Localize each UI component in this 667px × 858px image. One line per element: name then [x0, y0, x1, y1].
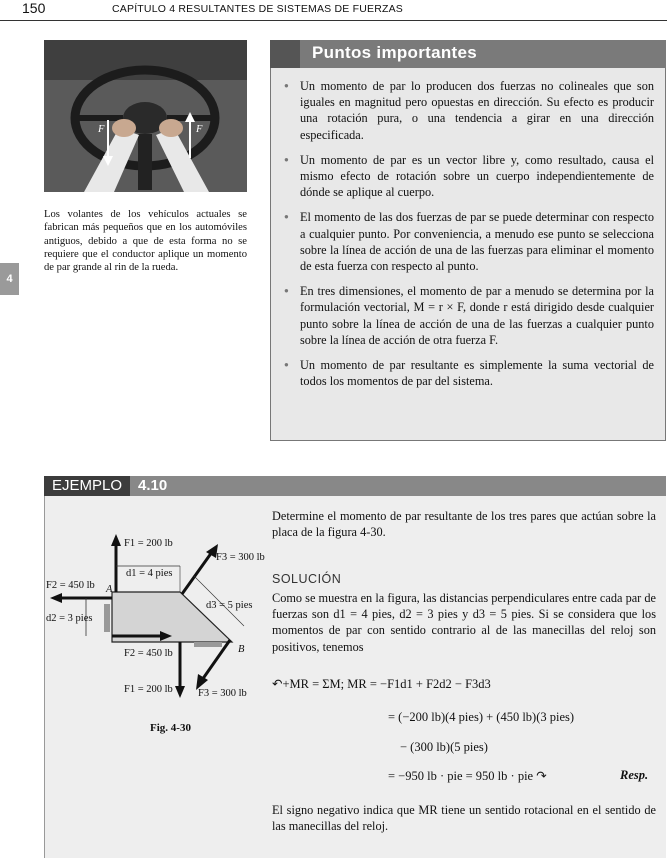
- chapter-tab: 4: [0, 263, 19, 295]
- key-point: ● Un momento de par lo producen dos fuerzas no colineales que son iguales en magnitud pero opuestas en dirección. Su efecto es producir una rotación pura, o una tendencia a girar en una dirección especificada.: [284, 78, 654, 143]
- key-points-header: [270, 40, 666, 68]
- key-point: ● Un momento de par resultante es simplemente la suma vectorial de todos los momentos de par del sistema.: [284, 357, 654, 389]
- equation-1: ↶+MR = ΣM; MR = −F1d1 + F2d2 − F3d3: [272, 677, 491, 691]
- photo-caption: Los volantes de los vehículos actuales se fabrican más pequeños que en los automóviles antiguos, debido a que de esta forma no se requiere que el conductor aplique un momento de par grande al rin de la rueda.: [44, 209, 247, 274]
- label-f2-left: F2 = 450 lb: [46, 580, 95, 591]
- conclusion-text: El signo negativo indica que MR tiene un sentido rotacional en el sentido de las manecillas del reloj.: [272, 803, 656, 834]
- force-label-left: F: [98, 124, 105, 135]
- label-point-a: A: [106, 584, 113, 595]
- equation-4: = −950 lb · pie = 950 lb · pie ↷: [388, 769, 547, 783]
- label-d3: d3 = 5 pies: [206, 600, 253, 611]
- header-rule: [0, 20, 667, 21]
- label-f1-bottom: F1 = 200 lb: [124, 684, 173, 695]
- label-f1-top: F1 = 200 lb: [124, 538, 173, 549]
- steering-wheel-photo: [44, 40, 247, 192]
- equation-3: − (300 lb)(5 pies): [400, 740, 488, 754]
- key-points-list: [284, 78, 654, 398]
- label-d2: d2 = 3 pies: [46, 613, 93, 624]
- example-label: EJEMPLO: [44, 476, 130, 496]
- problem-statement: Determine el momento de par resultante de los tres pares que actúan sobre la placa de la figura 4-30.: [272, 509, 656, 540]
- solution-heading: SOLUCIÓN: [272, 572, 342, 586]
- label-point-b: B: [238, 644, 245, 655]
- figure-caption: Fig. 4-30: [150, 722, 191, 734]
- label-d1: d1 = 4 pies: [126, 568, 173, 579]
- solution-text: Como se muestra en la figura, las distancias perpendiculares entre cada par de fuerzas son d1 = 4 pies, d2 = 3 pies y d3 = 5 pies. Si se considera que los momentos de par con sentido contrario al de las manecillas del reloj son positivos, tenemos: [272, 591, 656, 654]
- label-f3-bottom: F3 = 300 lb: [198, 688, 247, 699]
- key-point: ● El momento de las dos fuerzas de par se puede determinar con respecto a cualquier punto. Por conveniencia, a menudo ese punto se selecciona sobre la línea de acción de una de las fuerzas para eliminar el momento de esta fuerza con respecto al punto.: [284, 209, 654, 274]
- steering-wheel-illustration: [44, 40, 247, 192]
- key-point: ● En tres dimensiones, el momento de par a menudo se determina por la formulación vectorial, M = r × F, donde r está dirigido desde cualquier punto sobre la línea de acción de una de las fuerzas a cualquier punto sobre la línea de acción de otra fuerza F.: [284, 283, 654, 348]
- label-f2-bottom: F2 = 450 lb: [124, 648, 173, 659]
- equation-2: = (−200 lb)(4 pies) + (450 lb)(3 pies): [388, 710, 575, 724]
- key-points-title: Puntos importantes: [312, 43, 478, 62]
- key-point: ● Un momento de par es un vector libre y, como resultado, causa el mismo efecto de rotación sobre un cuerpo independientemente de dónde se aplique al cuerpo.: [284, 152, 654, 201]
- force-label-right: F: [196, 124, 203, 135]
- response-label: Resp.: [620, 768, 649, 782]
- chapter-title: CAPÍTULO 4 RESULTANTES DE SISTEMAS DE FUERZAS: [112, 3, 403, 15]
- example-number: 4.10: [138, 477, 168, 494]
- label-f3-top: F3 = 300 lb: [216, 552, 265, 563]
- figure-4-30: [44, 530, 274, 720]
- page-number: 150: [22, 0, 46, 16]
